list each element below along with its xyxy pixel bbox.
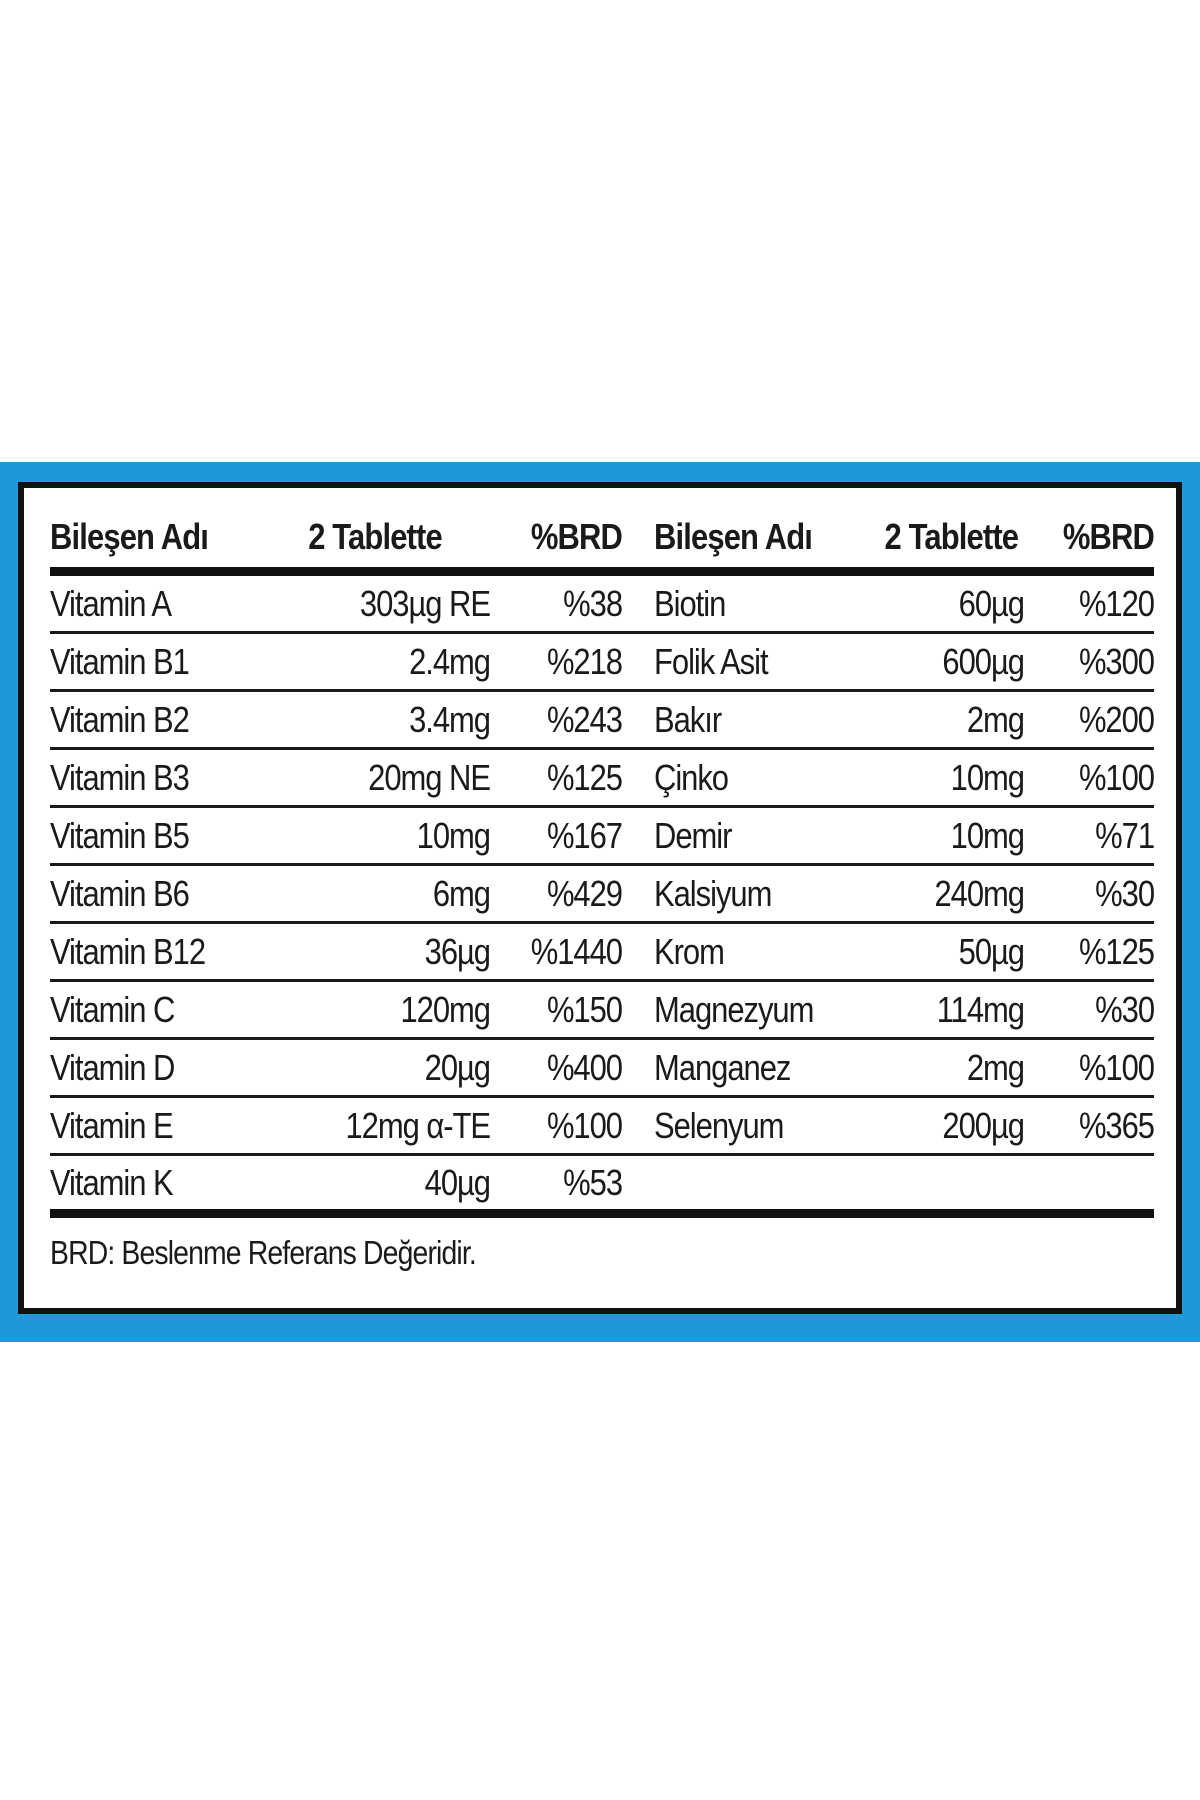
header-left-name: Bileşen Adı [50, 515, 208, 557]
row-left-name: Vitamin B6 [50, 872, 189, 914]
row-right-amount: 50µg [958, 930, 1024, 972]
row-left-amount: 6mg [432, 872, 490, 914]
row-left-pct: %1440 [530, 930, 622, 972]
row-right-name: Demir [654, 814, 732, 856]
row-left-amount: 36µg [424, 930, 490, 972]
row-left-amount: 20mg NE [368, 756, 490, 798]
row-right-amount: 10mg [950, 756, 1024, 798]
row-left-name: Vitamin A [50, 582, 171, 624]
row-left-pct: %218 [546, 640, 622, 682]
row-right-pct: %30 [1095, 988, 1154, 1030]
row-right-name: Selenyum [654, 1104, 784, 1146]
row-right-name: Biotin [654, 582, 726, 624]
header-right-amount: 2 Tablette [884, 515, 1019, 557]
header-left-amount: 2 Tablette [308, 515, 442, 557]
row-left-name: Vitamin B12 [50, 930, 206, 972]
row-right-pct: %200 [1078, 698, 1154, 740]
header-right-name: Bileşen Adı [654, 515, 812, 557]
table-row [50, 634, 1154, 692]
row-right-pct: %100 [1078, 756, 1154, 798]
row-right-pct: %365 [1078, 1104, 1154, 1146]
row-left-pct: %100 [546, 1104, 622, 1146]
row-right-name: Magnezyum [654, 988, 814, 1030]
row-left-name: Vitamin D [50, 1046, 175, 1088]
row-left-amount: 120mg [400, 988, 490, 1030]
row-left-amount: 20µg [424, 1046, 490, 1088]
row-left-pct: %150 [546, 988, 622, 1030]
row-right-name: Folik Asit [654, 640, 768, 682]
row-left-amount: 3.4mg [409, 698, 490, 740]
table-row [50, 1156, 1154, 1218]
row-right-name: Çinko [654, 756, 729, 798]
row-right-amount: 10mg [950, 814, 1024, 856]
nutrition-panel [18, 482, 1182, 1314]
nutrition-table [50, 506, 1154, 1272]
row-right-amount: 2mg [966, 1046, 1024, 1088]
row-left-amount: 2.4mg [409, 640, 490, 682]
row-left-name: Vitamin B1 [50, 640, 189, 682]
row-left-amount: 12mg α-TE [345, 1104, 490, 1146]
row-right-amount: 114mg [936, 988, 1024, 1030]
row-right-pct: %30 [1095, 872, 1154, 914]
row-right-pct: %120 [1078, 582, 1154, 624]
table-row [50, 1098, 1154, 1156]
row-left-pct: %38 [563, 582, 622, 624]
table-row [50, 924, 1154, 982]
row-right-amount: 240mg [934, 872, 1024, 914]
table-row [50, 982, 1154, 1040]
footnote: BRD: Beslenme Referans Değeridir. [50, 1234, 476, 1271]
row-right-name: Manganez [654, 1046, 791, 1088]
row-right-pct: %300 [1078, 640, 1154, 682]
row-right-amount: 60µg [958, 582, 1024, 624]
row-left-name: Vitamin C [50, 988, 175, 1030]
row-right-amount: 200µg [942, 1104, 1024, 1146]
row-left-pct: %167 [546, 814, 622, 856]
row-left-pct: %243 [546, 698, 622, 740]
row-right-pct: %71 [1095, 814, 1154, 856]
row-right-pct: %125 [1078, 930, 1154, 972]
row-left-name: Vitamin B3 [50, 756, 189, 798]
row-left-name: Vitamin E [50, 1104, 173, 1146]
table-row [50, 1040, 1154, 1098]
table-row [50, 750, 1154, 808]
row-left-name: Vitamin B5 [50, 814, 189, 856]
row-right-amount: 600µg [942, 640, 1024, 682]
row-left-pct: %53 [563, 1161, 622, 1203]
row-right-name: Bakır [654, 698, 722, 740]
row-left-amount: 40µg [424, 1161, 490, 1203]
row-left-amount: 303µg RE [359, 582, 490, 624]
row-left-pct: %400 [546, 1046, 622, 1088]
row-left-pct: %429 [546, 872, 622, 914]
row-right-name: Kalsiyum [654, 872, 772, 914]
row-right-amount: 2mg [966, 698, 1024, 740]
table-row [50, 866, 1154, 924]
row-right-name: Krom [654, 930, 724, 972]
table-header-row [50, 506, 1154, 576]
row-left-name: Vitamin B2 [50, 698, 189, 740]
row-left-amount: 10mg [416, 814, 490, 856]
header-left-pct: %BRD [530, 515, 622, 557]
header-right-pct: %BRD [1062, 515, 1154, 557]
table-row [50, 808, 1154, 866]
row-left-name: Vitamin K [50, 1161, 173, 1203]
table-row [50, 576, 1154, 634]
table-row [50, 692, 1154, 750]
row-right-pct: %100 [1078, 1046, 1154, 1088]
row-left-pct: %125 [546, 756, 622, 798]
